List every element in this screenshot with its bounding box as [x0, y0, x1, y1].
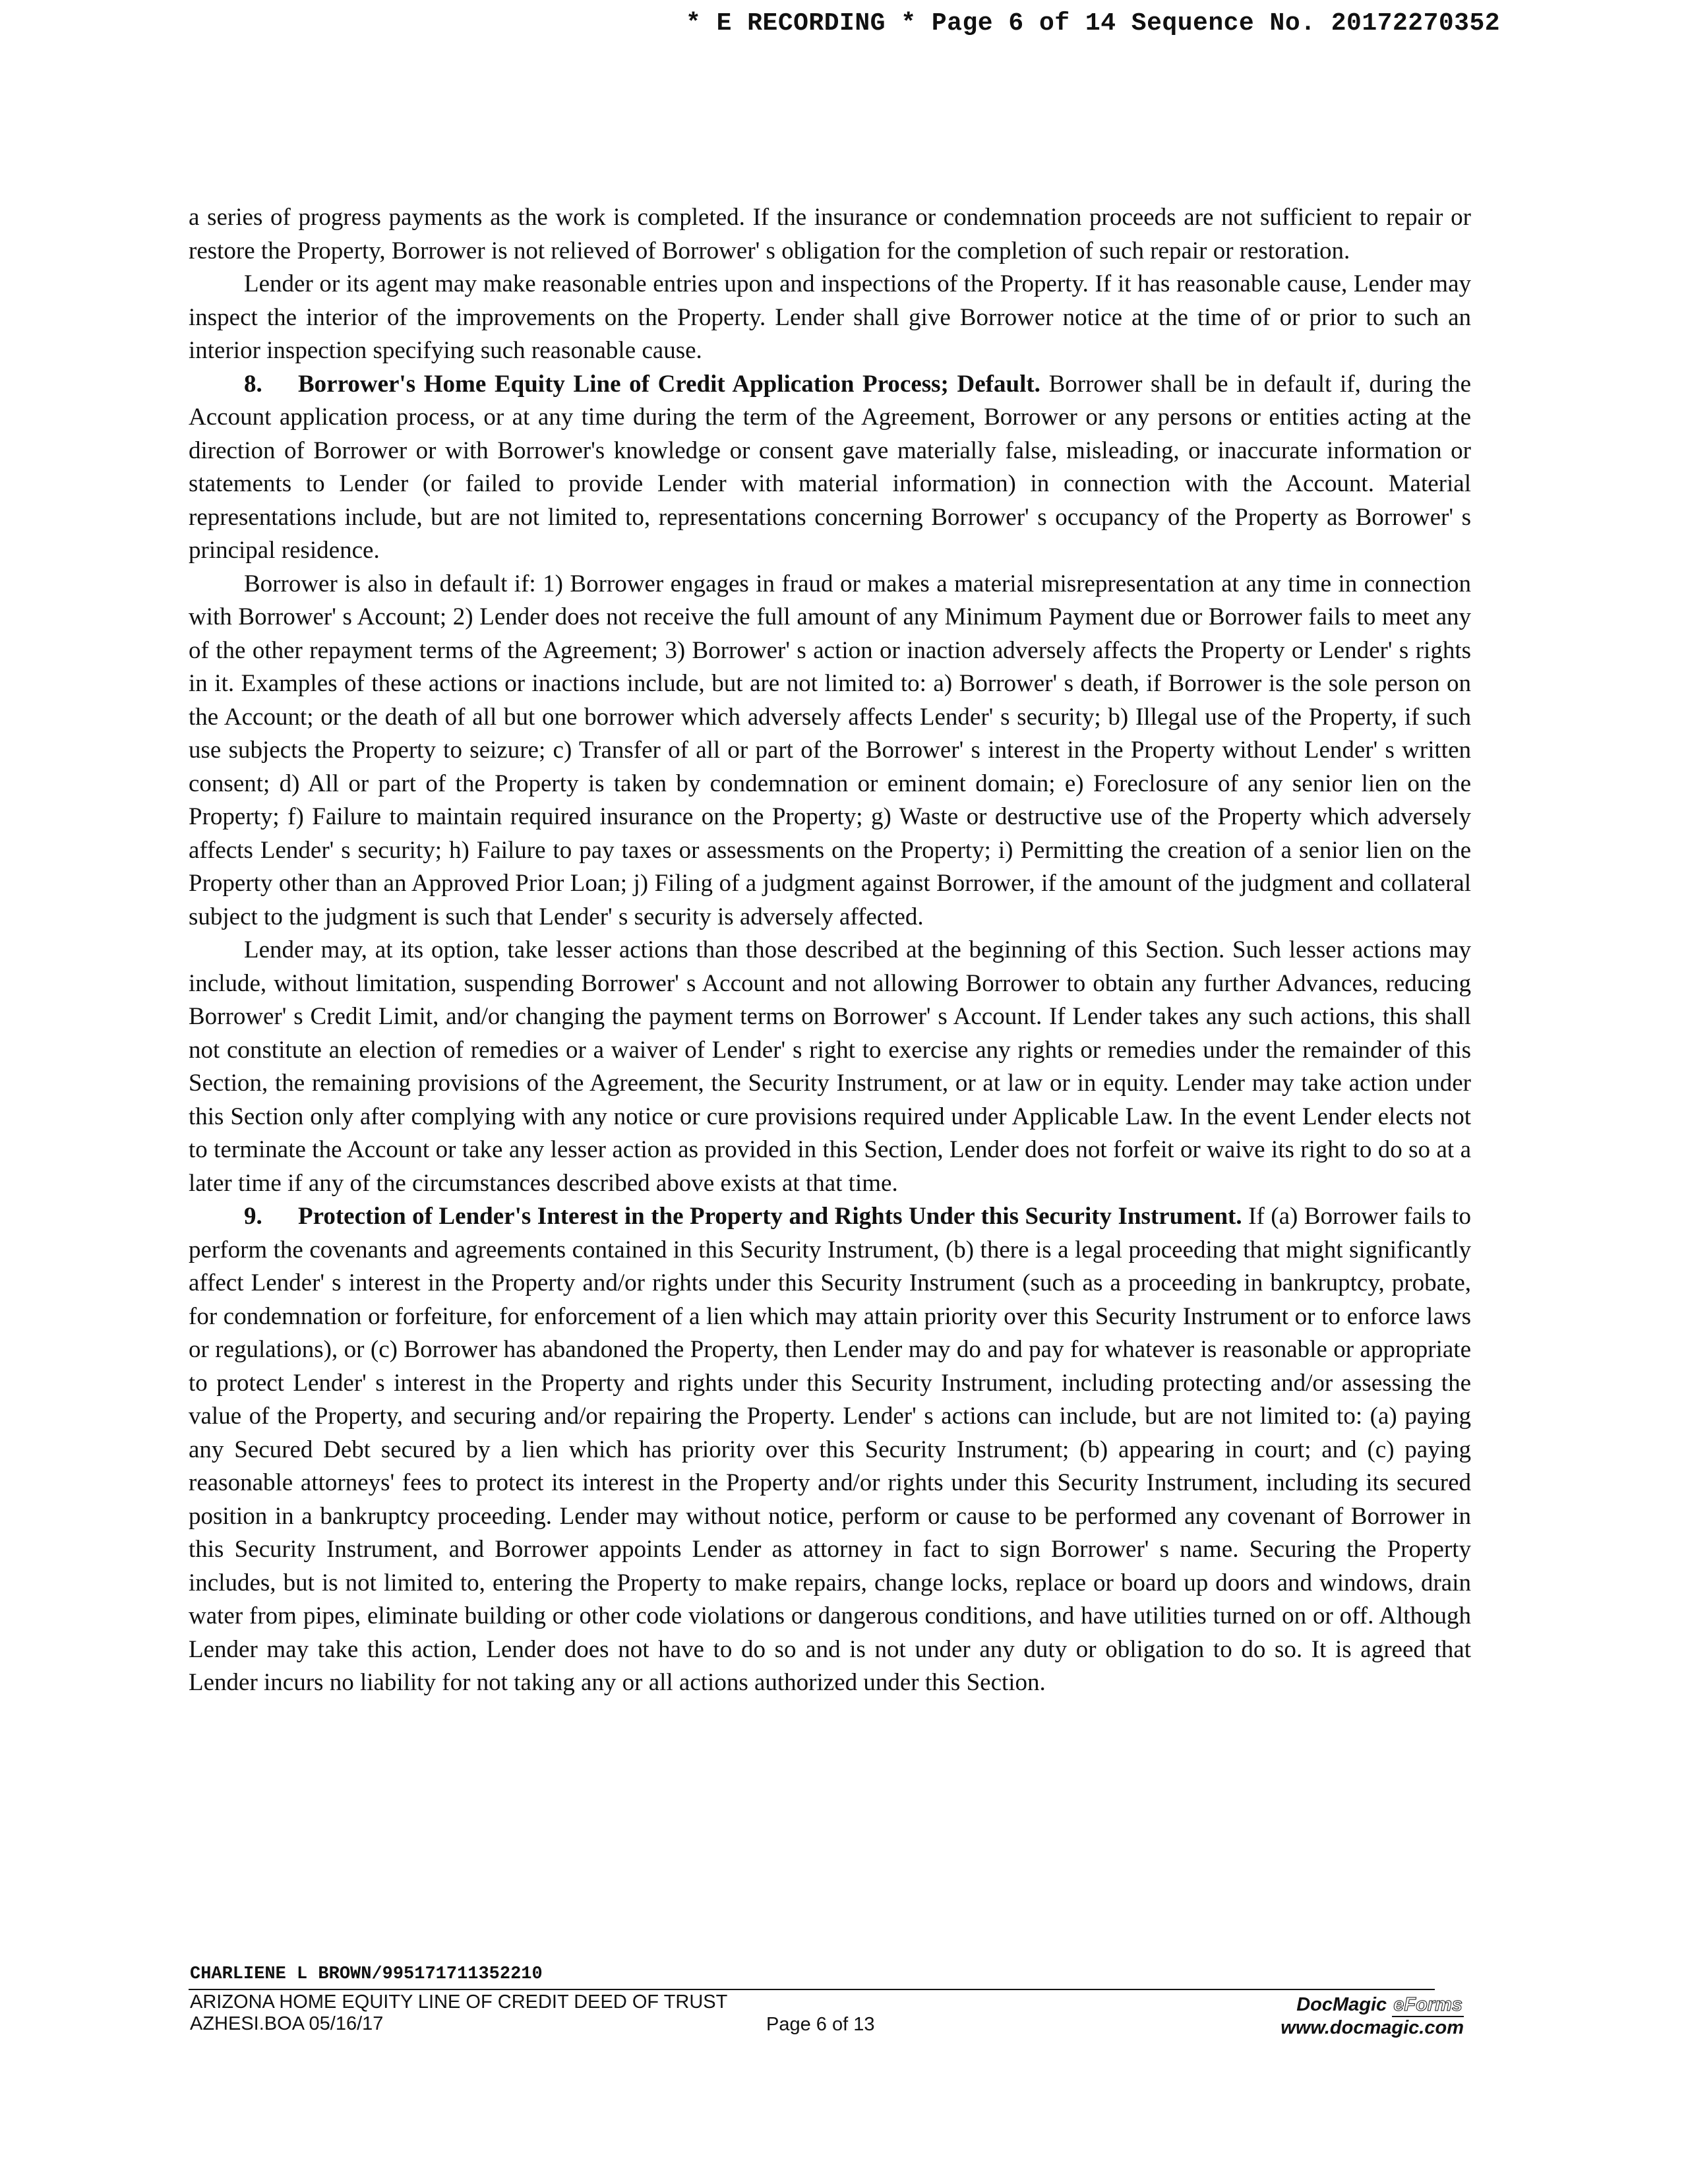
paragraph-default-conditions: Borrower is also in default if: 1) Borrower engages in fraud or makes a material misrepresentation at any time in connection with Borrower' s Account; 2) Lender does not receive the full amount of any Minimum Payment due or Borrower fails to meet any of the other repayment terms of the Agreement; 3) Borrower' s action or inaction adversely affects the Property or Lender' s rights in it. Examples of these actions or inactions include, but are not limited to: a) Borrower' s death, if Borrower is the sole person on the Account; or the death of all but one borrower which adversely affects Lender' s security; b) Illegal use of the Property, if such use subjects the Property to seizure; c) Transfer of all or part of the Borrower' s interest in the Property without Lender' s written consent; d) All or part of the Property is taken by condemnation or eminent domain; e) Foreclosure of any senior lien on the Property; f) Failure to maintain required insurance on the Property; g) Waste or destructive use of the Property which adversely affects Lender' s security; h) Failure to pay taxes or assessments on the Property; i) Permitting the creation of a senior lien on the Property other than an Approved Prior Loan; j) Filing of a judgment against Borrower, if the amount of the judgment and collateral subject to the judgment is such that Lender' s security is adversely affected.: [189, 570, 1471, 930]
page-number: Page 6 of 13: [766, 2014, 875, 2035]
section-8-title: Borrower's Home Equity Line of Credit Application Process; Default.: [298, 370, 1040, 398]
borrower-id: CHARLIENE L BROWN/995171711352210: [190, 1964, 543, 1984]
section-9-text: If (a) Borrower fails to perform the covenants and agreements contained in this Security Instrument, (b) there is a legal proceeding that might significantly affect Lender' s interest in the Property and/or rights under this Security Instrument (such as a proceeding in bankruptcy, probate, for condemnation or forfeiture, for enforcement of a lien which may attain priority over this Security Instrument or to enforce laws or regulations), or (c) Borrower has abandoned the Property, then Lender may do and pay for whatever is reasonable or appropriate to protect Lender' s interest in the Property and rights under this Security Instrument, including protecting and/or assessing the value of the Property, and securing and/or repairing the Property. Lender' s actions can include, but are not limited to: (a) paying any Secured Debt secured by a lien which has priority over this Security Instrument; (b) appearing in court; and (c) paying reasonable attorneys' fees to protect its interest in the Property and/or rights under this Security Instrument, including its secured position in a bankruptcy proceeding. Lender may without notice, perform or cause to be performed any covenant of Borrower in this Security Instrument, and Borrower appoints Lender as attorney in fact to sign Borrower' s name. Securing the Property includes, but is not limited to, entering the Property to make repairs, change locks, replace or board up doors and windows, drain water from pipes, eliminate building or other code violations or dangerous conditions, and have utilities turned on or off. Although Lender may take this action, Lender does not have to do so and is not under any duty or obligation to do so. It is agreed that Lender incurs no liability for not taking any or all actions authorized under this Section.: [189, 1203, 1472, 1696]
paragraph-lesser-actions: Lender may, at its option, take lesser actions than those described at the beginning of this Section. Such lesser actions may include, without limitation, suspending Borrower' s Account and not allowing Borrower to obtain any further Advances, reducing Borrower' s Credit Limit, and/or changing the payment terms on Borrower' s Account. If Lender takes any such actions, this shall not constitute an election of remedies or a waiver of Lender' s right to exercise any rights or remedies under the remainder of this Section, the remaining provisions of the Agreement, the Security Instrument, or at law or in equity. Lender may take action under this Section only after complying with any notice or cure provisions required under Applicable Law. In the event Lender elects not to terminate the Account or take any lesser action as provided in this Section, Lender does not forfeit or waive its right to do so at a later time if any of the circumstances described above exists at that time.: [189, 936, 1471, 1197]
brand-name: DocMagic: [1296, 1994, 1387, 2015]
vendor-info: [1281, 1994, 1464, 2039]
vendor-brand: [1281, 1994, 1464, 2017]
document-body: [189, 201, 1471, 1700]
paragraph-continuation: a series of progress payments as the work is completed. If the insurance or condemnation proceeds are not sufficient to repair or restore the Property, Borrower is not relieved of Borrower' s obligation for the completion of such repair or restoration.: [189, 204, 1471, 264]
section-8-text: Borrower shall be in default if, during the Account application process, or at any time during the term of the Agreement, Borrower or any persons or entities acting at the direction of Borrower or with Borrower's knowledge or consent gave materially false, misleading, or inaccurate information or statements to Lender (or failed to provide Lender with material information) in connection with the Account. Material representations include, but are not limited to, representations concerning Borrower' s occupancy of the Property as Borrower' s principal residence.: [189, 370, 1472, 564]
footer-divider: [189, 1989, 1435, 1990]
form-code: AZHESI.BOA 05/16/17: [190, 2013, 384, 2034]
eforms-logo: eForms: [1392, 1994, 1464, 2017]
section-8-number: 8.: [244, 370, 262, 398]
form-info: [190, 1991, 727, 2035]
vendor-website: www.docmagic.com: [1281, 2017, 1464, 2038]
section-8: [189, 368, 1471, 568]
section-9-number: 9.: [244, 1203, 262, 1230]
paragraph-inspection: Lender or its agent may make reasonable entries upon and inspections of the Property. If it has reasonable cause, Lender may inspect the interior of the improvements on the Property. Lender shall give Borrower notice at the time of or prior to such an interior inspection specifying such reasonable cause.: [189, 270, 1471, 364]
section-9-title: Protection of Lender's Interest in the Property and Rights Under this Security Instrument.: [298, 1203, 1242, 1230]
form-title: ARIZONA HOME EQUITY LINE OF CREDIT DEED OF TRUST: [190, 1991, 728, 2013]
recording-stamp: * E RECORDING * Page 6 of 14 Sequence No. 20172270352: [686, 9, 1501, 38]
section-9: [189, 1200, 1471, 1700]
